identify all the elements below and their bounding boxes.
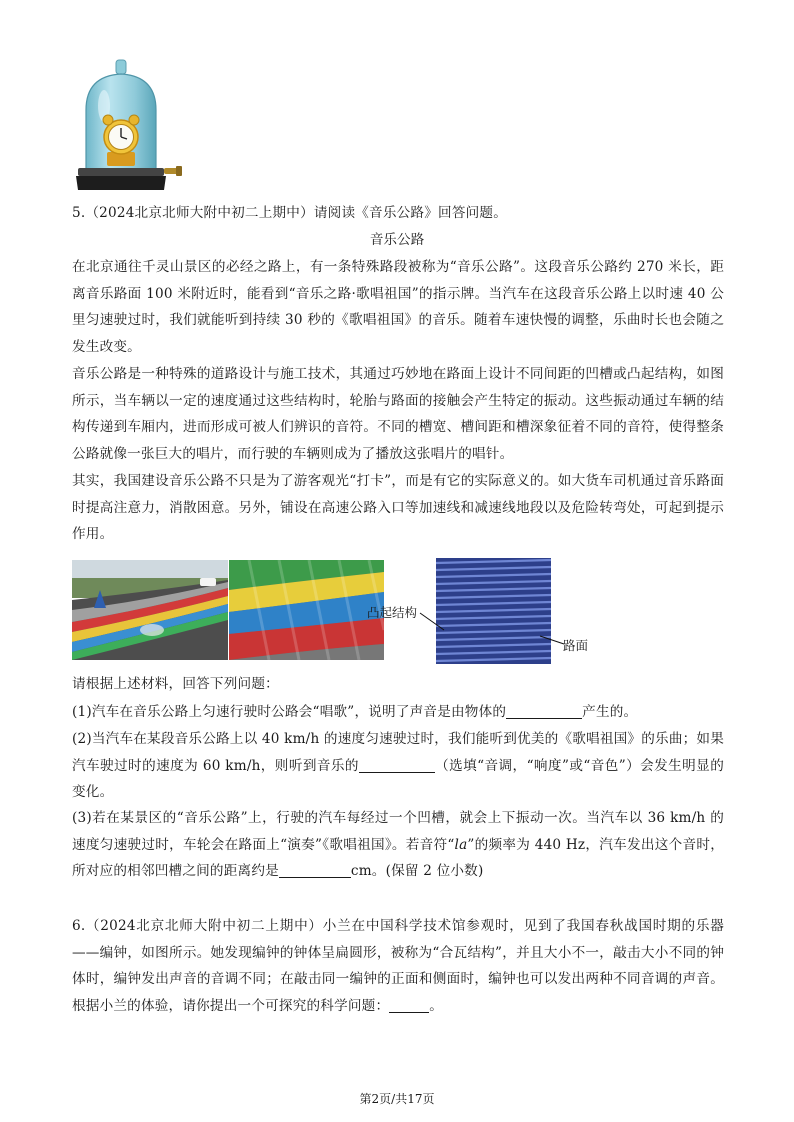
label-road-surface: 路面: [563, 638, 589, 653]
bell-jar-alarm-clock-image: [74, 58, 184, 193]
answer-blank-2[interactable]: [359, 756, 435, 773]
answer-blank-3[interactable]: [279, 861, 351, 878]
answer-blank-6[interactable]: [389, 996, 429, 1013]
article-paragraph-3: 其实，我国建设音乐公路不只是为了游客观光“打卡”，而是有它的实际意义的。如大货车司机通过音乐路面时提高注意力，消散困意。另外，铺设在高速公路入口等加速线和减速线地段以及危险转弯处，可起到提示作用。: [72, 473, 724, 542]
questions-prompt: 请根据上述材料，回答下列问题：: [72, 676, 279, 692]
label-bump-structure: 凸起结构: [367, 605, 418, 620]
question-5-header: 5.（2024北京北师大附中初二上期中）请阅读《音乐公路》回答问题。: [72, 205, 507, 221]
article-paragraph-2: 音乐公路是一种特殊的道路设计与施工技术，其通过巧妙地在路面上设计不同间距的凹槽或凸起结构，如图所示，当车辆以一定的速度通过这些结构时，轮胎与路面的接触会产生特定的振动。这些振动通过车辆的结构传递到车厢内，进而形成可被人们辨识的音符。不同的槽宽、槽间距和槽深象征着不同的音符，使得整条公路就像一张巨大的唱片，而行驶的车辆则成为了播放这张唱片的唱针。: [72, 366, 724, 462]
answer-blank-1[interactable]: [506, 702, 582, 719]
question-5-part-2: (2)当汽车在某段音乐公路上以 40 km/h 的速度匀速驶过时，我们能听到优美的《歌唱祖国》的乐曲；如果汽车驶过时的速度为 60 km/h，则听到音乐的 （选填“音调，“响度”或“音色”）会发生明显的变化。: [72, 731, 724, 800]
music-road-figure: [72, 558, 632, 664]
page-footer: 第2页/共17页: [359, 1092, 435, 1106]
question-5-part-1: (1)汽车在音乐公路上匀速行驶时公路会“唱歌”，说明了声音是由物体的 产生的。: [72, 704, 638, 720]
article-paragraph-1: 在北京通往千灵山景区的必经之路上，有一条特殊路段被称为“音乐公路”。这段音乐公路约 270 米长，距离音乐路面 100 米附近时，能看到“音乐之路·歌唱祖国”的指示牌。当汽车在这段音乐公路上以时速 40 公里匀速驶过时，我们就能听到持续 30 秒的《歌唱祖国》的音乐。随着车速快慢的调整，乐曲时长也会随之发生改变。: [72, 259, 724, 355]
question-5-part-3: (3)若在某景区的“音乐公路”上，行驶的汽车每经过一个凹槽，就会上下振动一次。当汽车以 36 km/h 的速度匀速驶过时，车轮会在路面上“演奏”《歌唱祖国》。若音符“la”的频率为 440 Hz，汽车发出这个音时，所对应的相邻凹槽之间的距离约是 cm。(保留 2 位小数): [72, 810, 724, 879]
article-title: 音乐公路: [369, 232, 425, 248]
figure-leader-lines: [72, 558, 632, 664]
question-6: 6.（2024北京北师大附中初二上期中）小兰在中国科学技术馆参观时，见到了我国春秋战国时期的乐器——编钟，如图所示。她发现编钟的钟体呈扁圆形，被称为“合瓦结构”，并且大小不一，敲击大小不同的钟体时，编钟发出声音的音调不同；在敲击同一编钟的正面和侧面时，编钟也可以发出两种不同音调的声音。根据小兰的体验，请你提出一个可探究的科学问题： 。: [72, 918, 724, 1014]
